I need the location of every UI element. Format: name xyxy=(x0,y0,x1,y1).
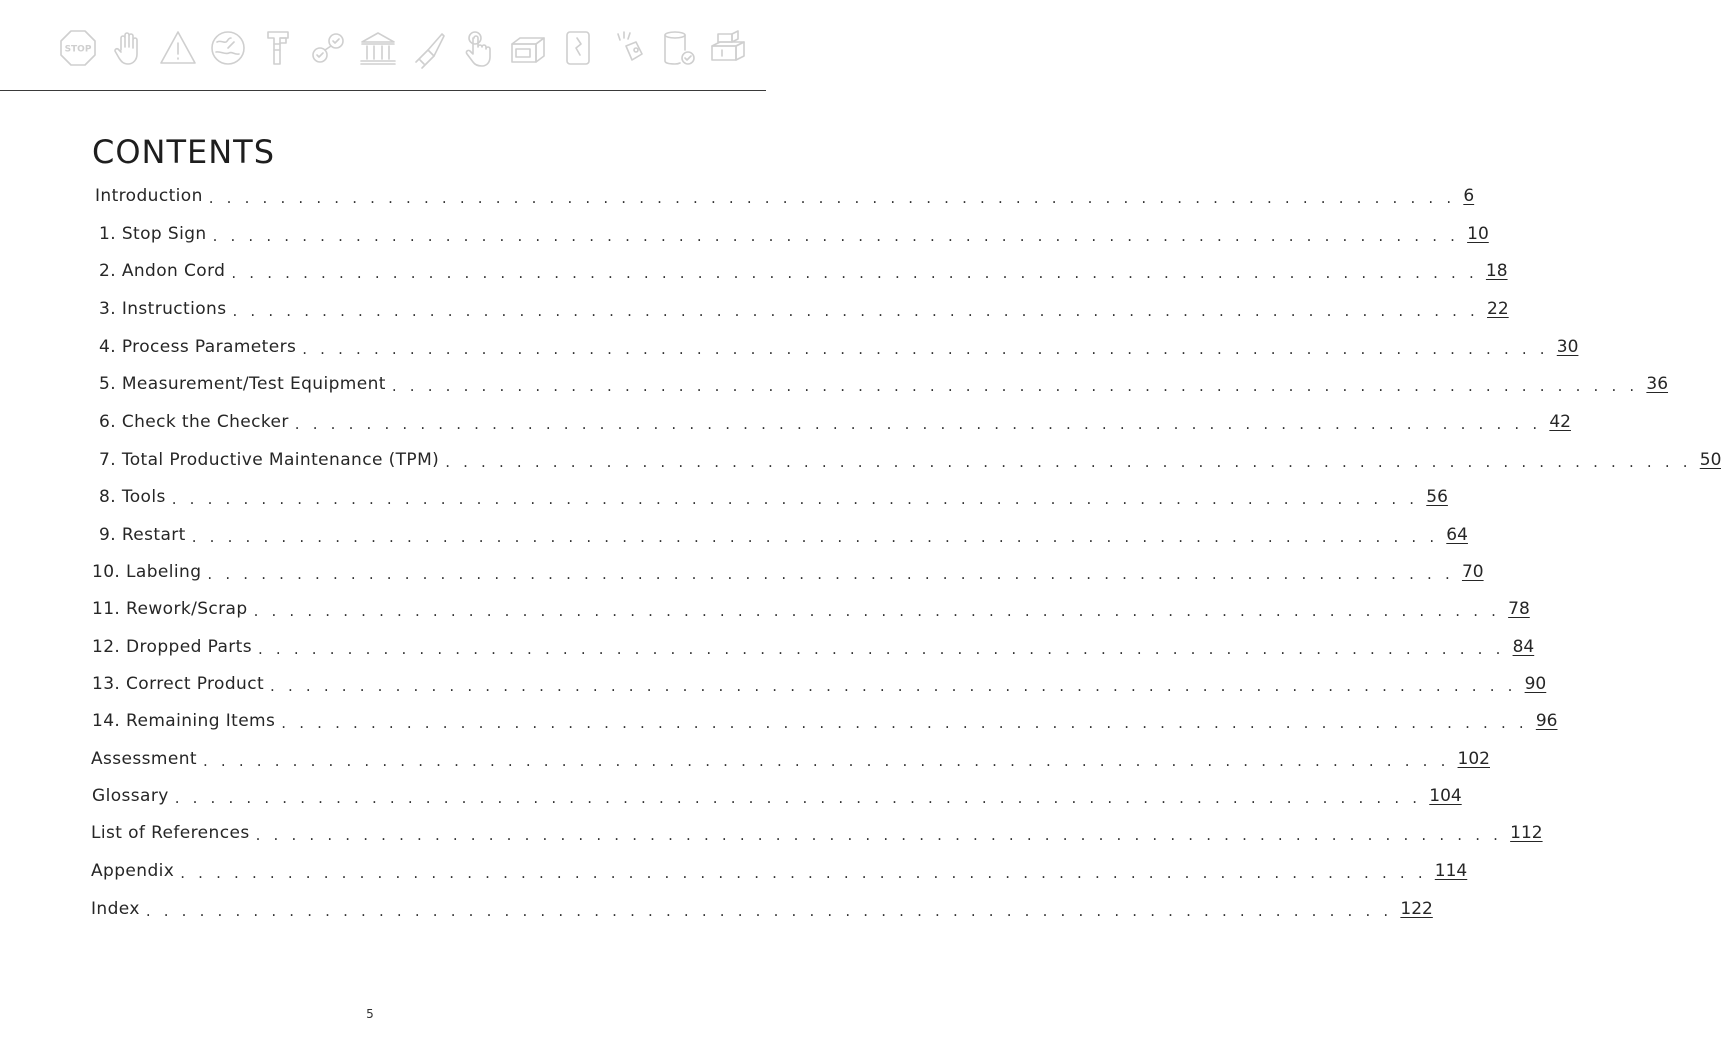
toc-entry-label: Index xyxy=(91,899,140,919)
toc-entry-label: Assessment xyxy=(91,749,197,769)
toc-dot-leader: . . . . . . . . . . . . . . . . . . . . . . . . . . . . . . . . . . . . . . . . . . . . . . . . . . . . . . . . . . . . . . . . . . . . . . xyxy=(445,452,1692,471)
toc-entry[interactable] xyxy=(0,478,1448,516)
toc-entry-label: 3. Instructions xyxy=(99,299,227,319)
toc-entry-label: 11. Rework/Scrap xyxy=(92,599,248,619)
building-icon xyxy=(358,28,398,68)
toc-entry-page-link[interactable]: 22 xyxy=(1487,299,1509,319)
toc-entry-label: Appendix xyxy=(91,861,175,881)
toc-dot-leader: . . . . . . . . . . . . . . . . . . . . . . . . . . . . . . . . . . . . . . . . . . . . . . . . . . . . . . . . . . . . . . . . . . . . . . xyxy=(302,339,1549,358)
stop-sign-icon xyxy=(58,28,98,68)
caliper-icon xyxy=(258,28,298,68)
toc-entry[interactable] xyxy=(0,590,1530,628)
toc-entry[interactable] xyxy=(0,814,1543,852)
toc-entry-page-link[interactable]: 122 xyxy=(1400,899,1433,919)
screwdriver-icon xyxy=(408,28,448,68)
toc-entry-page-link[interactable]: 96 xyxy=(1535,711,1558,731)
header-divider xyxy=(0,90,766,91)
toc-entry-page-link[interactable]: 18 xyxy=(1485,261,1508,281)
toc-entry-page-link[interactable]: 64 xyxy=(1446,525,1468,545)
toc-entry-label: 7. Total Productive Maintenance (TPM) xyxy=(99,450,440,470)
toc-dot-leader: . . . . . . . . . . . . . . . . . . . . . . . . . . . . . . . . . . . . . . . . . . . . . . . . . . . . . . . . . . . . . . . . . . . . . . xyxy=(208,188,1456,207)
cylinder-check-icon xyxy=(658,28,698,68)
page-title: CONTENTS xyxy=(92,133,276,171)
toc-entry[interactable] xyxy=(0,403,1571,441)
toc-dot-leader: . . . . . . . . . . . . . . . . . . . . . . . . . . . . . . . . . . . . . . . . . . . . . . . . . . . . . . . . . . . . . . . . . . . . . . xyxy=(212,226,1460,245)
toc-entry[interactable] xyxy=(0,665,1547,703)
hand-icon xyxy=(108,28,148,68)
toc-entry-label: Glossary xyxy=(92,786,169,806)
toc-dot-leader: . . . . . . . . . . . . . . . . . . . . . . . . . . . . . . . . . . . . . . . . . . . . . . . . . . . . . . . . . . . . . . . . . . . . . . xyxy=(191,527,1439,546)
toc-entry-label: 10. Labeling xyxy=(92,562,202,582)
toc-entry-page-link[interactable]: 114 xyxy=(1434,861,1468,881)
dropped-part-icon xyxy=(608,28,648,68)
toc-entry-label: 14. Remaining Items xyxy=(92,711,276,731)
toc-entry-label: Introduction xyxy=(95,186,203,206)
toc-entry[interactable] xyxy=(0,852,1468,890)
toc-entry[interactable] xyxy=(0,516,1468,554)
toc-entry-label: List of References xyxy=(91,823,250,843)
toc-entry[interactable] xyxy=(0,177,1475,215)
toc-entry-label: 9. Restart xyxy=(99,525,186,545)
toc-dot-leader: . . . . . . . . . . . . . . . . . . . . . . . . . . . . . . . . . . . . . . . . . . . . . . . . . . . . . . . . . . . . . . . . . . . . . . xyxy=(270,676,1517,695)
chain-check-icon xyxy=(308,28,348,68)
toc-entry-page-link[interactable]: 112 xyxy=(1510,823,1543,843)
toc-entry-label: 4. Process Parameters xyxy=(99,337,297,357)
toc-entry[interactable] xyxy=(0,740,1490,778)
svg-text:STOP: STOP xyxy=(64,44,92,55)
toc-entry[interactable] xyxy=(0,628,1535,666)
toc-entry-label: 8. Tools xyxy=(99,487,166,507)
toc-entry[interactable] xyxy=(0,215,1489,253)
toc-dot-leader: . . . . . . . . . . . . . . . . . . . . . . . . . . . . . . . . . . . . . . . . . . . . . . . . . . . . . . . . . . . . . . . . . . . . . . xyxy=(255,825,1503,844)
toc-dot-leader: . . . . . . . . . . . . . . . . . . . . . . . . . . . . . . . . . . . . . . . . . . . . . . . . . . . . . . . . . . . . . . . . . . . . . . xyxy=(145,901,1393,920)
toc-dot-leader: . . . . . . . . . . . . . . . . . . . . . . . . . . . . . . . . . . . . . . . . . . . . . . . . . . . . . . . . . . . . . . . . . . . . . . xyxy=(207,564,1454,583)
toc-entry-page-link[interactable]: 36 xyxy=(1646,374,1669,394)
toc-dot-leader: . . . . . . . . . . . . . . . . . . . . . . . . . . . . . . . . . . . . . . . . . . . . . . . . . . . . . . . . . . . . . . . . . . . . . . xyxy=(180,863,1427,882)
page-number: 5 xyxy=(366,1007,374,1021)
toc-entry-page-link[interactable]: 30 xyxy=(1556,337,1579,357)
toc-entry-page-link[interactable]: 6 xyxy=(1463,186,1475,206)
warning-triangle-icon xyxy=(158,28,198,68)
toc-entry-label: 2. Andon Cord xyxy=(99,261,226,281)
toc-dot-leader: . . . . . . . . . . . . . . . . . . . . . . . . . . . . . . . . . . . . . . . . . . . . . . . . . . . . . . . . . . . . . . . . . . . . . . xyxy=(231,263,1478,282)
box-label-icon xyxy=(508,28,548,68)
toc-entry-label: 5. Measurement/Test Equipment xyxy=(99,374,386,394)
toc-entry-label: 13. Correct Product xyxy=(92,674,265,694)
toc-entry-page-link[interactable]: 104 xyxy=(1429,786,1462,806)
toc-dot-leader: . . . . . . . . . . . . . . . . . . . . . . . . . . . . . . . . . . . . . . . . . . . . . . . . . . . . . . . . . . . . . . . . . . . . . . xyxy=(281,713,1528,732)
toc-dot-leader: . . . . . . . . . . . . . . . . . . . . . . . . . . . . . . . . . . . . . . . . . . . . . . . . . . . . . . . . . . . . . . . . . . . . . . xyxy=(202,751,1450,770)
toc-dot-leader: . . . . . . . . . . . . . . . . . . . . . . . . . . . . . . . . . . . . . . . . . . . . . . . . . . . . . . . . . . . . . . . . . . . . . . xyxy=(171,489,1419,508)
toc-entry-label: 6. Check the Checker xyxy=(99,412,289,432)
toc-entry-page-link[interactable]: 42 xyxy=(1549,412,1571,432)
stacked-boxes-icon xyxy=(708,28,748,68)
gauge-icon xyxy=(208,28,248,68)
toc-entry-page-link[interactable]: 90 xyxy=(1524,674,1547,694)
toc-entry[interactable] xyxy=(0,290,1509,328)
toc-entry[interactable] xyxy=(0,441,1721,479)
toc-entry-page-link[interactable]: 102 xyxy=(1457,749,1490,769)
toc-dot-leader: . . . . . . . . . . . . . . . . . . . . . . . . . . . . . . . . . . . . . . . . . . . . . . . . . . . . . . . . . . . . . . . . . . . . . . xyxy=(253,601,1501,620)
toc-entry[interactable] xyxy=(0,777,1462,815)
cracked-container-icon xyxy=(558,28,598,68)
toc-dot-leader: . . . . . . . . . . . . . . . . . . . . . . . . . . . . . . . . . . . . . . . . . . . . . . . . . . . . . . . . . . . . . . . . . . . . . . xyxy=(294,414,1542,433)
toc-entry-label: 1. Stop Sign xyxy=(99,224,207,244)
toc-entry-page-link[interactable]: 50 xyxy=(1699,450,1721,470)
toc-entry[interactable] xyxy=(0,365,1669,403)
toc-dot-leader: . . . . . . . . . . . . . . . . . . . . . . . . . . . . . . . . . . . . . . . . . . . . . . . . . . . . . . . . . . . . . . . . . . . . . . xyxy=(258,639,1505,658)
toc-dot-leader: . . . . . . . . . . . . . . . . . . . . . . . . . . . . . . . . . . . . . . . . . . . . . . . . . . . . . . . . . . . . . . . . . . . . . . xyxy=(232,301,1480,320)
toc-entry-page-link[interactable]: 10 xyxy=(1467,224,1489,244)
finger-press-icon xyxy=(458,28,498,68)
toc-dot-leader: . . . . . . . . . . . . . . . . . . . . . . . . . . . . . . . . . . . . . . . . . . . . . . . . . . . . . . . . . . . . . . . . . . . . . . xyxy=(174,788,1422,807)
toc-entry-page-link[interactable]: 56 xyxy=(1426,487,1448,507)
toc-entry-page-link[interactable]: 70 xyxy=(1461,562,1484,582)
toc-entry-page-link[interactable]: 84 xyxy=(1512,637,1535,657)
toc-entry[interactable] xyxy=(0,328,1579,366)
toc-entry-label: 12. Dropped Parts xyxy=(92,637,252,657)
toc-entry-page-link[interactable]: 78 xyxy=(1508,599,1530,619)
toc-entry[interactable] xyxy=(0,252,1508,290)
toc-entry[interactable] xyxy=(0,890,1433,928)
toc-dot-leader: . . . . . . . . . . . . . . . . . . . . . . . . . . . . . . . . . . . . . . . . . . . . . . . . . . . . . . . . . . . . . . . . . . . . . . xyxy=(391,376,1639,395)
toc-entry[interactable] xyxy=(0,553,1484,591)
header-icon-strip xyxy=(58,28,748,68)
toc-entry[interactable] xyxy=(0,702,1558,740)
